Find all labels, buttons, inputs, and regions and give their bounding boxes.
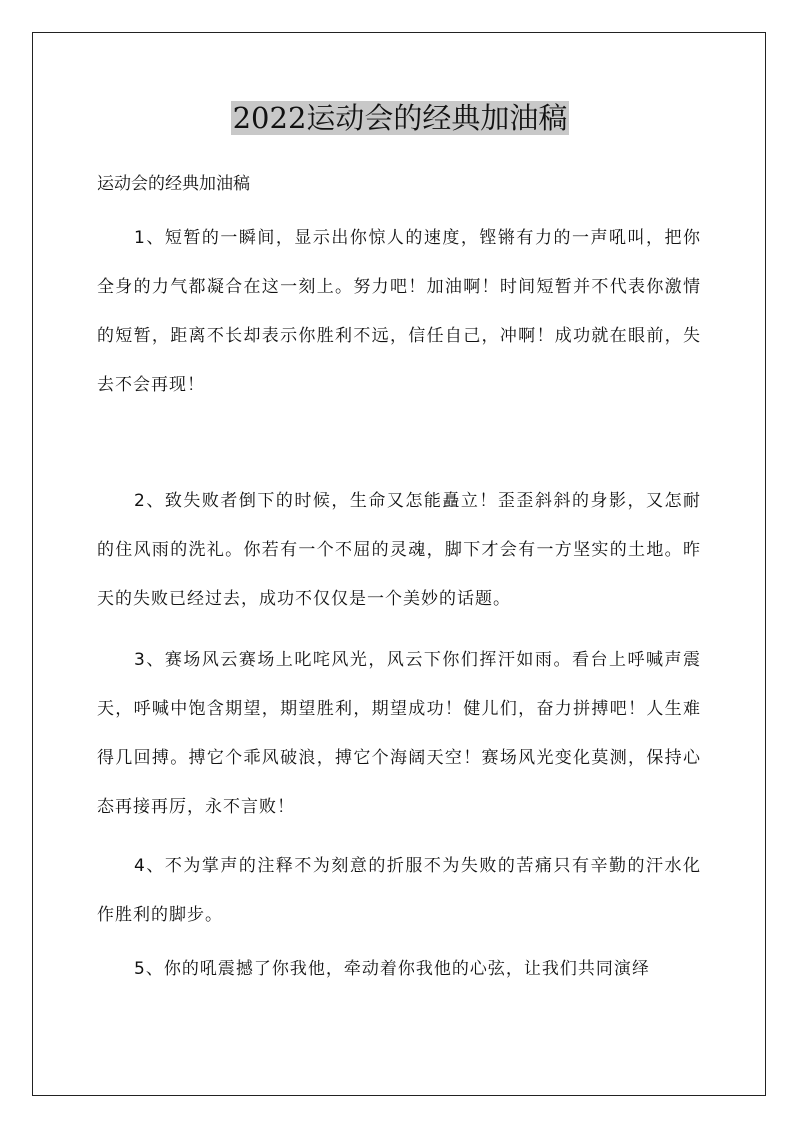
document-title-text: 2022运动会的经典加油稿: [232, 101, 568, 135]
paragraph-5: 5、你的吼震撼了你我他，牵动着你我他的心弦，让我们共同演绎: [134, 959, 650, 979]
paragraph-4: 4、不为掌声的注释不为刻意的折服不为失败的苦痛只有辛勤的汗水化作胜利的脚步。: [97, 856, 701, 925]
document-title: [0, 96, 800, 140]
document-subtitle: 运动会的经典加油稿: [97, 174, 250, 194]
paragraph-2: 2、致失败者倒下的时候，生命又怎能矗立！歪歪斜斜的身影，又怎耐的住风雨的洗礼。你若有一个不屈的灵魂，脚下才会有一方坚实的土地。昨天的失败已经过去，成功不仅仅是一个美妙的话题。: [97, 491, 701, 609]
paragraph-3: 3、赛场风云赛场上叱咤风光，风云下你们挥汗如雨。看台上呼喊声震天，呼喊中饱含期望，期望胜利，期望成功！健儿们，奋力拼搏吧！人生难得几回搏。搏它个乖风破浪，搏它个海阔天空！赛场风光变化莫测，保持心态再接再厉，永不言败！: [97, 650, 701, 817]
paragraph-1: 1、短暂的一瞬间，显示出你惊人的速度，铿锵有力的一声吼叫，把你全身的力气都凝合在这一刻上。努力吧！加油啊！时间短暂并不代表你激情的短暂，距离不长却表示你胜利不远，信任自己，冲啊！成功就在眼前，失去不会再现！: [97, 228, 701, 395]
